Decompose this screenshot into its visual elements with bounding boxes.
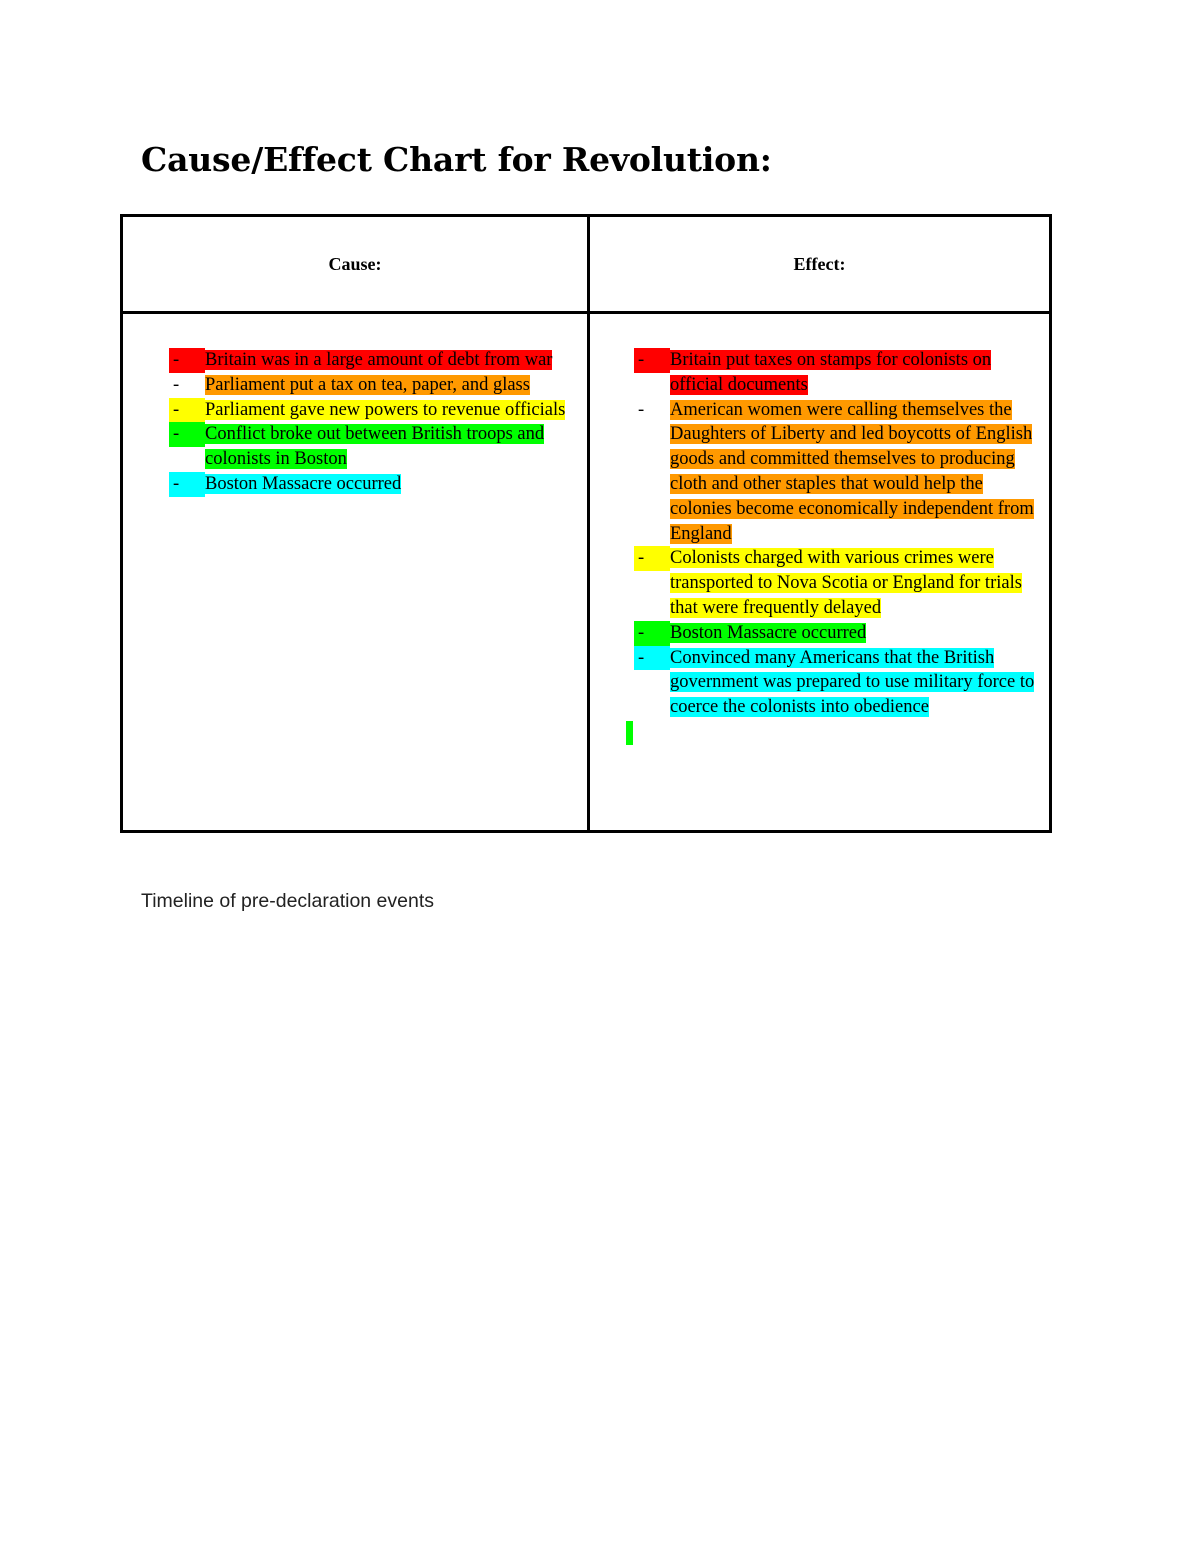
bullet-dash: - <box>634 646 670 671</box>
effect-list <box>590 314 1049 720</box>
bullet-dash: - <box>169 348 205 373</box>
cause-cell[interactable] <box>122 313 589 832</box>
bullet-dash: - <box>173 374 180 395</box>
bullet-dash: - <box>169 472 205 497</box>
effect-item[interactable] <box>634 398 1041 547</box>
bullet-dash: - <box>169 398 205 423</box>
effect-item-text: Britain put taxes on stamps for colonists on official documents <box>670 350 992 395</box>
cause-item[interactable] <box>169 422 575 472</box>
effect-item[interactable] <box>634 546 1041 620</box>
cause-effect-table <box>120 214 1052 833</box>
effect-cell[interactable] <box>589 313 1051 832</box>
effect-item-text: Convinced many Americans that the British government was prepared to use military force to coerce the colonists into obedience <box>670 647 1035 718</box>
effect-item-text: Colonists charged with various crimes were transported to Nova Scotia or England for trials that were frequently delayed <box>670 548 1022 618</box>
cause-item-text: Boston Massacre occurred <box>205 473 402 494</box>
cause-item-text: Parliament put a tax on tea, paper, and glass <box>205 374 530 395</box>
bullet-dash: - <box>634 348 670 373</box>
bullet-dash: - <box>634 546 670 571</box>
effect-item[interactable] <box>634 621 1041 646</box>
cause-item[interactable] <box>169 472 575 497</box>
bullet-dash: - <box>169 422 205 447</box>
effect-header: Effect: <box>589 216 1051 313</box>
effect-item-text: Boston Massacre occurred <box>670 622 867 643</box>
cause-item-text: Britain was in a large amount of debt from war <box>205 350 553 370</box>
cause-item[interactable] <box>169 348 575 373</box>
table-header-row <box>122 216 1051 313</box>
effect-item[interactable] <box>634 646 1041 720</box>
text-cursor-highlight <box>626 721 633 745</box>
effect-item[interactable] <box>634 348 1041 398</box>
cause-list <box>123 314 587 497</box>
table-body-row <box>122 313 1051 832</box>
cause-item[interactable] <box>169 373 575 398</box>
timeline-subheading: Timeline of pre-declaration events <box>141 890 435 912</box>
cause-item-text: Parliament gave new powers to revenue officials <box>205 399 566 420</box>
effect-item-text: American women were calling themselves the Daughters of Liberty and led boycotts of English goods and committed themselves to producing cloth and other staples that would help the colonies become economically independent from England <box>670 399 1034 544</box>
bullet-dash: - <box>634 621 670 646</box>
cause-header: Cause: <box>122 216 589 313</box>
cause-item[interactable] <box>169 398 575 423</box>
page-title: Cause/Effect Chart for Revolution: <box>141 140 772 179</box>
bullet-dash: - <box>638 399 645 420</box>
cause-item-text: Conflict broke out between British troops and colonists in Boston <box>205 424 545 470</box>
